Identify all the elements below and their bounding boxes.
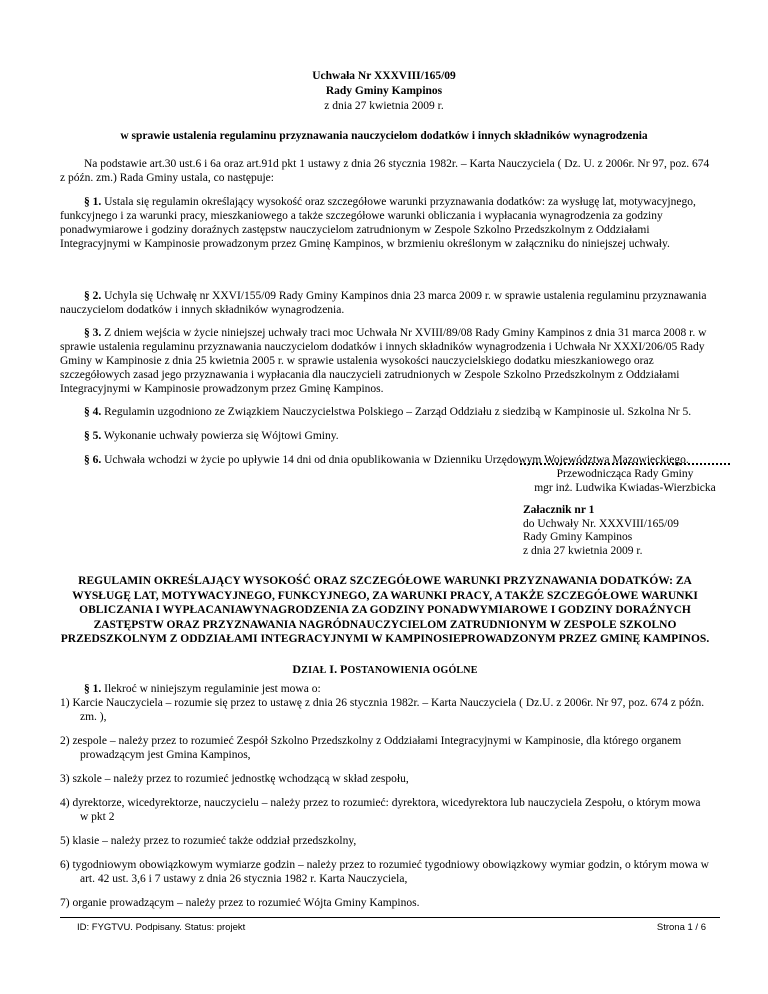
definitions-list <box>60 682 710 910</box>
chapter-word: ZIAŁ <box>301 665 327 676</box>
annex-note <box>523 504 723 558</box>
preamble-text: Na podstawie art.30 ust.6 i 6a oraz art.91d pkt 1 ustawy z dnia 26 stycznia 1982r. – Karta Nauczyciela ( Dz. U. z 2006r. Nr 97, poz. 674 z późn. zm.) Rada Gminy ustala, co następuje: <box>60 158 710 184</box>
annex-line: Rady Gminy Kampinos <box>523 531 633 543</box>
section-number: § 2. <box>84 290 102 302</box>
annex-line: z dnia 27 kwietnia 2009 r. <box>523 544 643 557</box>
signature-name: mgr inż. Ludwika Kwiadas-Wierzbicka <box>534 482 716 494</box>
section-text: Uchwała wchodzi w życie po upływie 14 dni od dnia opublikowania w Dzienniku Urzędowym Województwa Mazowieckiego. <box>104 454 689 466</box>
chapter-initial: P <box>340 662 348 676</box>
list-item: 1) Karcie Nauczyciela – rozumie się przez to ustawę z dnia 26 stycznia 1982r. – Karta Nauczyciela ( Dz.U. z 2006r. Nr 97, poz. 674 z późn. zm. ), <box>60 697 705 723</box>
section-number: § 1. <box>84 196 102 208</box>
section-2 <box>60 289 710 317</box>
list-item: 2) zespole – należy przez to rozumieć Zespół Szkolno Przedszkolny z Oddziałami Integracyjnymi w Kampinosie, dla którego organem prowadzącym jest Gmina Kampinos, <box>60 735 682 761</box>
list-item: 6) tygodniowym obowiązkowym wymiarze godzin – należy przez to rozumieć tygodniowy obowiązkowy wymiar godzin, o którym mowa w art. 42 ust. 3,6 i 7 ustawy z dnia 26 stycznia 1982 r. Karta Nauczyciela, <box>60 859 709 885</box>
section-1 <box>60 195 710 251</box>
chapter-roman: I. <box>329 662 338 676</box>
regulation-title: REGULAMIN OKREŚLAJĄCY WYSOKOŚĆ ORAZ SZCZEGÓŁOWE WARUNKI PRZYZNAWANIA DODATKÓW: ZA WYSŁUGĘ LAT, MOTYWACYJNEGO, FUNKCYJNEGO, ZA WARUNKI PRACY, A TAKŻE SZCZEGÓŁOWE WARUNKI OBLICZANIA I WYPŁACANIAWYNAGRODZENIA ZA GODZINY PONADWYMIAROWE I GODZINY DORAŹNYCH ZASTĘPSTW ORAZ PRZYZNAWANIA NAGRÓDNAUCZYCIELOM ZATRUDNIONYM W ZESPOLE SZKOLNO PRZEDSZKOLNYM Z ODDZIAŁAMI INTEGRACYJNYMI W KAMPINOSIEPROWADZONYM PRZEZ GMINĘ KAMPINOS. <box>60 575 710 645</box>
chapter-heading <box>60 662 710 678</box>
preamble <box>60 157 710 185</box>
signature-dotted-line <box>520 463 730 465</box>
list-item: 3) szkole – należy przez to rozumieć jednostkę wchodzącą w skład zespołu, <box>60 773 409 785</box>
section-4 <box>60 405 710 419</box>
chapter-initial: D <box>292 662 302 676</box>
section-number: § 3. <box>84 327 102 339</box>
section-text: Wykonanie uchwały powierza się Wójtowi Gminy. <box>103 430 339 442</box>
resolution-subject: w sprawie ustalenia regulaminu przyznawania nauczycielom dodatków i innych składników wynagrodzenia <box>120 130 648 142</box>
chapter-word: OGÓLNE <box>432 665 478 676</box>
section-number: § 5. <box>84 430 102 442</box>
section-text: Z dniem wejścia w życie niniejszej uchwały traci moc Uchwała Nr XVIII/89/08 Rady Gminy Kampinos z dnia 31 marca 2008 r. w sprawie ustalenia regulaminu przyznawania nauczycielom dodatków i innych składników wynagrodzenia i Uchwała Nr XXXI/206/05 Rady Gminy w Kampinosie z dnia 25 kwietnia 2005 r. w sprawie ustalenia wysokości nauczycielskiego dodatku mieszkaniowego oraz szczegółowych zasad jego przyznawania i wypłacania dla nauczycieli zatrudnionych w Zespole Szkolno Przedszkolnym z Oddziałami Integracyjnymi w Kampinosie prowadzonym przez Gminę Kampinos. <box>60 327 707 395</box>
section-text: Uchyla się Uchwałę nr XXVI/155/09 Rady Gminy Kampinos dnia 23 marca 2009 r. w sprawie ustalenia regulaminu przyznawania nauczycielom dodatków i innych składników wynagrodzenia. <box>60 290 707 316</box>
footer-document-id: ID: FYGTVU. Podpisany. Status: projekt <box>77 922 246 933</box>
footer-page-number: Strona 1 / 6 <box>656 922 706 933</box>
chapter-word: OSTANOWIENIA <box>347 665 430 676</box>
resolution-date: z dnia 27 kwietnia 2009 r. <box>324 100 444 112</box>
signature-title: Przewodnicząca Rady Gminy <box>556 468 694 480</box>
section-number: § 4. <box>84 406 102 418</box>
list-item: 4) dyrektorze, wicedyrektorze, nauczycielu – należy przez to rozumieć: dyrektora, wicedyrektora lub nauczyciela Zespołu, o którym mowa w pkt 2 <box>60 797 701 823</box>
council-name: Rady Gminy Kampinos <box>325 85 443 97</box>
section-text: Regulamin uzgodniono ze Związkiem Nauczycielstwa Polskiego – Zarząd Oddziału z siedzibą w Kampinosie ul. Szkolna Nr 5. <box>104 406 692 418</box>
annex-line: do Uchwały Nr. XXXVIII/165/09 <box>523 517 679 530</box>
list-item: 5) klasie – należy przez to rozumieć także oddział przedszkolny, <box>60 835 357 847</box>
annex-title: Załacznik nr 1 <box>523 504 595 516</box>
resolution-number: Uchwała Nr XXXVIII/165/09 <box>312 70 456 82</box>
section-number: § 1. <box>84 683 102 695</box>
definitions-intro: Ilekroć w niniejszym regulaminie jest mowa o: <box>104 683 321 695</box>
section-number: § 6. <box>84 454 102 466</box>
signature-block <box>520 463 730 495</box>
section-3 <box>60 326 710 396</box>
footer-divider <box>60 917 720 918</box>
list-item: 7) organie prowadzącym – należy przez to rozumieć Wójta Gminy Kampinos. <box>60 897 420 909</box>
section-text: Ustala się regulamin określający wysokość oraz szczegółowe warunki przyznawania dodatków: za wysługę lat, motywacyjnego, funkcyjnego i za warunki pracy, mieszkaniowego a także szczegółowe warunki obliczania i wypłacania wynagrodzenia za godziny ponadwymiarowe i godziny doraźnych zastępstw nauczycielom zatrudnionym w Zespole Szkolno Przedszkolnym z Oddziałami Integracyjnymi w Kampinosie prowadzonym przez Gminę Kampinos, w brzmieniu określonym w załączniku do niniejszej uchwały. <box>60 196 696 250</box>
resolution-header <box>100 69 668 114</box>
